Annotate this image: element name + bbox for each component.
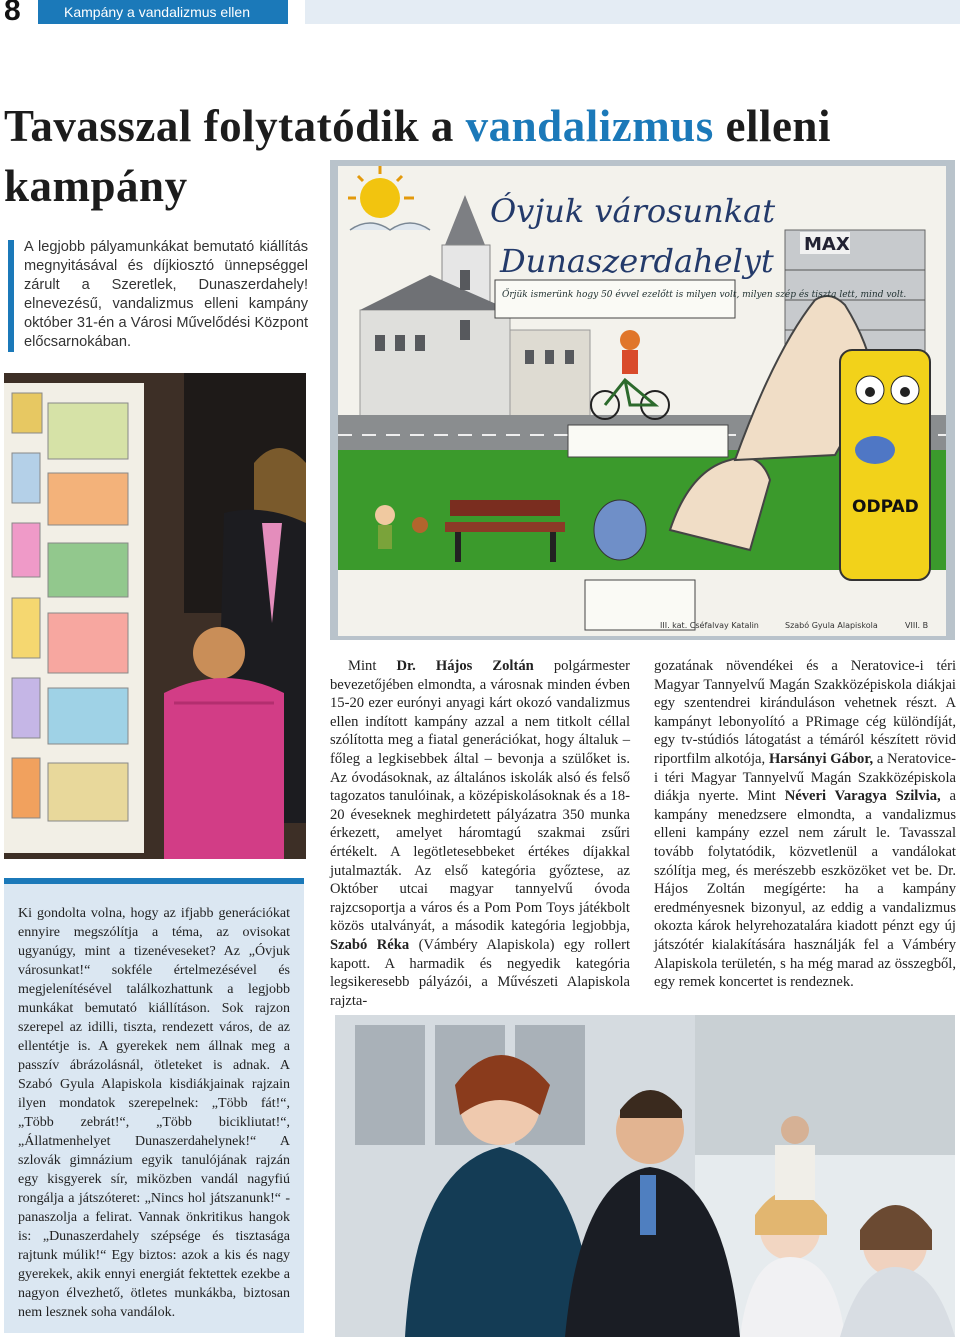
sidebar-caption-text: Ki gondolta volna, hogy az ifjabb generációkat ennyire megszólítja a téma, az ovisokat ugyanúgy, mint a tizenéveseket? Az „Óvjuk városunkat!“ sokféle értelmezésével és megjelenítésével találkozhattunk a legjobb munkákat bemutató kiállításon. Sok rajzon szerepel az idilli, tiszta, rendezett város, de az ellentétje is. A gyerekek nem állnak meg a passzív ábrázolásnál, ötleteket is adnak. A Szabó Gyula Alapiskola kisdiákjainak rajzain ilyen mondatok szerepelnek: „Több fát!“, „Több zebrát!“, „Több bicikliutat!“, „Állatmenhelyet Dunaszerdahelynek!“ A szlovák gimnázium egyik tanulójának rajzán egy kisgyerek sír, miközben vandál nagyfiú rongálja a játszóteret: „Nincs hol játszanunk!“ - panaszolja a felirat. Vannak önkritikus hangok is: „Dunaszerdahely szépsége és tisztasága rajtunk múlik!“ Egy biztos: azok a kis és nagy gyerekek, akik ennyi energiát fektettek ezekbe a nagyon élvezhető, ötletes munkákba, biztosan nem lesznek soha vandálok. [18, 906, 290, 1320]
article-column-1 [330, 657, 630, 1010]
text-run: polgármester bevezetőjében elmondta, a városnak minden évben 15-20 ezer eurónyi anyagi kárt okozó vandalizmus ellen indított kampány azzal a nem titkolt céllal szólította meg a fiatal generációkat, hogy általuk – főleg a legkisebbek által – bevonja a szülőket is. Az óvodásoknak, az általános iskolák alsó és felső tagozatos tanulóinak, a középiskolásoknak és a 18-20 éveseknek meghirdetett pályázatra 350 munka érkezett, amelyet háromtagú szakmai zsűri értékelt. A legötletesebbeket értékes díjakkal jutalmazták. Az első kategória győztese, az Október utcai magyar tannyelvű óvoda rajzcsoportja a város és a Pom Pom Toys játékbolt közös utalványát, a második kategória legjobbja, [330, 658, 630, 935]
bold-name: Dr. Hájos Zoltán [396, 658, 534, 674]
children-drawing-photo [330, 160, 955, 640]
text-run: gozatának növendékei és a Neratovice-i téri Magyar Tannyelvű Magán Szakközépiskola diákjai egy szentendrei kiránduláson vehetnek részt. A kampányt lebonyolító a PRimage cég különdíját, egy tv-stúdiós látogatást a témáról készített rövid riportfilm alkotója, [654, 658, 956, 767]
page-number: 8 [4, 0, 21, 27]
article-column-2 [654, 657, 956, 992]
column-1-paragraph [330, 657, 630, 1010]
exhibition-photo [4, 373, 306, 859]
header-rule [305, 0, 960, 24]
drawing-title-1: Óvjuk városunkat [490, 192, 776, 230]
drawing-caption-right: Szabó Gyula Alapiskola [785, 621, 878, 630]
bold-name: Szabó Réka [330, 936, 410, 953]
title-highlight: vandalizmus [465, 101, 714, 151]
bin-label: ODPAD [852, 497, 919, 517]
text-run: a kampány menedzsere elmondta, a vandalizmus elleni kampány ezzel nem zárult le. Tavasszal tovább folytatódik, közvetlenül a vandálokat szólítja meg, és merészebb eszközöket vet be. Dr. Hájos Zoltán megígérte: ha a kampány eredményesnek bizonyul, az eddig a vandalizmus okozta károk helyrehozatalára kiadott pénzt egy új játszótér kialakítására használják fel a Vámbéry Alapiskola területén, s ha még marad az összegből, egy remek koncertet is rendeznek. [654, 788, 956, 991]
text-run: a Neratovice-i téri Magyar Tannyelvű Magán Szakközépiskola diákja nyerte. Mint [654, 750, 956, 805]
exhibition-illustration [4, 373, 306, 859]
ceremony-illustration [335, 1015, 955, 1337]
drawing-title-2: Dunaszerdahelyt [500, 242, 774, 280]
lead-accent-bar [8, 240, 14, 352]
text-run: Mint [348, 658, 397, 674]
award-ceremony-photo [335, 1015, 955, 1337]
drawing-note: Őrjük ismerünk hogy 50 évvel ezelőtt is milyen volt, milyen szép és tiszta lett, mind volt. [502, 290, 907, 300]
title-part-1: Tavasszal folytatódik a [4, 101, 466, 151]
bold-name: Néveri Varagya Szilvia, [784, 788, 941, 805]
text-run: (Vámbéry Alapiskola) egy rollert kapott. A harmadik és negyedik kategória legsikeresebb pályázói, a Művészeti Alapiskola rajzta- [330, 936, 630, 1009]
bold-name: Harsányi Gábor, [768, 750, 874, 767]
drawing-illustration [330, 160, 955, 640]
column-2-paragraph [654, 657, 956, 992]
lead-paragraph: A legjobb pályamunkákat bemutató kiállítás megnyitásával és díjkiosztó ünnepséggel zárult a Szeretlek, Dunaszerdahely! elnevezésű, vandalizmus elleni kampány október 31-én a Városi Művelődési Központ előcsarnokában. [24, 239, 308, 350]
drawing-caption-class: VIII. B [905, 621, 929, 630]
max-sign: MAX [804, 234, 850, 255]
title-part-2: elleni kampány [4, 101, 831, 211]
drawing-caption-left: III. kat. Cséfalvay Katalin [660, 621, 759, 630]
section-tab: Kampány a vandalizmus ellen [38, 0, 288, 24]
